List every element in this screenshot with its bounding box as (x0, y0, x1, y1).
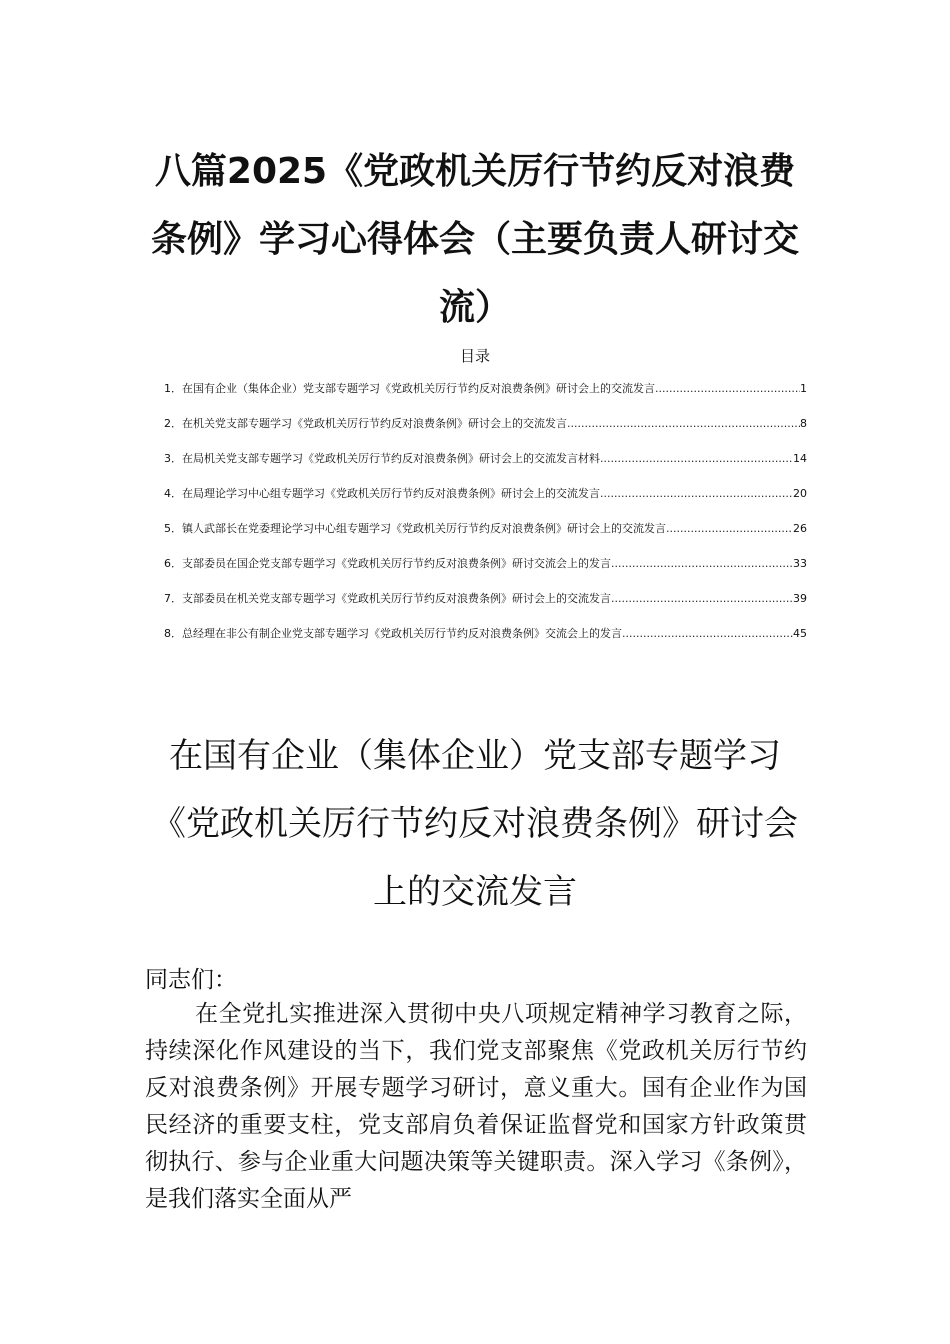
toc-leader-dots (611, 556, 793, 572)
toc-leader-dots (600, 451, 793, 467)
toc-entry-number: 5． (164, 522, 182, 535)
toc-leader-dots (611, 591, 793, 607)
toc-leader-dots (622, 626, 793, 642)
table-of-contents (164, 375, 807, 655)
toc-entry[interactable] (164, 585, 807, 620)
toc-entry-page: 1 (800, 382, 807, 395)
toc-entry[interactable] (164, 445, 807, 480)
salutation: 同志们： (145, 967, 237, 993)
toc-leader-dots (666, 521, 793, 537)
toc-entry-number: 7． (164, 592, 182, 605)
toc-entry-page: 39 (793, 592, 807, 605)
toc-entry[interactable] (164, 410, 807, 445)
toc-entry-title: 支部委员在国企党支部专题学习《党政机关厉行节约反对浪费条例》研讨交流会上的发言 (182, 557, 611, 570)
toc-entry-number: 3． (164, 452, 182, 465)
toc-entry-title: 在国有企业（集体企业）党支部专题学习《党政机关厉行节约反对浪费条例》研讨会上的交流发言 (182, 382, 655, 395)
toc-entry-number: 6． (164, 557, 182, 570)
body-paragraph: 在全党扎实推进深入贯彻中央八项规定精神学习教育之际，持续深化作风建设的当下，我们党支部聚焦《党政机关厉行节约反对浪费条例》开展专题学习研讨，意义重大。国有企业作为国民经济的重要支柱，党支部肩负着保证监督党和国家方针政策贯彻执行、参与企业重大问题决策等关键职责。深入学习《条例》，是我们落实全面从严 (145, 1001, 807, 1212)
toc-entry-title: 在局机关党支部专题学习《党政机关厉行节约反对浪费条例》研讨会上的交流发言材料 (182, 452, 600, 465)
toc-leader-dots (655, 381, 800, 397)
toc-entry[interactable] (164, 515, 807, 550)
toc-entry-number: 4． (164, 487, 182, 500)
toc-entry-number: 1． (164, 382, 182, 395)
toc-entry-page: 8 (800, 417, 807, 430)
document-title: 八篇2025《党政机关厉行节约反对浪费条例》学习心得体会（主要负责人研讨交流） (150, 151, 799, 328)
toc-entry-page: 33 (793, 557, 807, 570)
toc-entry-page: 14 (793, 452, 807, 465)
toc-heading: 目录 (459, 347, 490, 365)
toc-entry[interactable] (164, 480, 807, 515)
toc-leader-dots (567, 416, 800, 432)
toc-entry-title: 支部委员在机关党支部专题学习《党政机关厉行节约反对浪费条例》研讨会上的交流发言 (182, 592, 611, 605)
toc-entry-page: 20 (793, 487, 807, 500)
toc-entry[interactable] (164, 550, 807, 585)
toc-entry[interactable] (164, 620, 807, 655)
toc-entry-page: 26 (793, 522, 807, 535)
toc-entry-title: 在局理论学习中心组专题学习《党政机关厉行节约反对浪费条例》研讨会上的交流发言 (182, 487, 600, 500)
section-title: 在国有企业（集体企业）党支部专题学习《党政机关厉行节约反对浪费条例》研讨会上的交流发言 (152, 736, 798, 912)
toc-entry-title: 在机关党支部专题学习《党政机关厉行节约反对浪费条例》研讨会上的交流发言 (182, 417, 567, 430)
toc-entry-number: 8． (164, 627, 182, 640)
toc-entry-page: 45 (793, 627, 807, 640)
toc-entry-number: 2． (164, 417, 182, 430)
toc-entry-title: 镇人武部长在党委理论学习中心组专题学习《党政机关厉行节约反对浪费条例》研讨会上的交流发言 (182, 522, 666, 535)
toc-leader-dots (600, 486, 793, 502)
toc-entry-title: 总经理在非公有制企业党支部专题学习《党政机关厉行节约反对浪费条例》交流会上的发言 (182, 627, 622, 640)
toc-entry[interactable] (164, 375, 807, 410)
